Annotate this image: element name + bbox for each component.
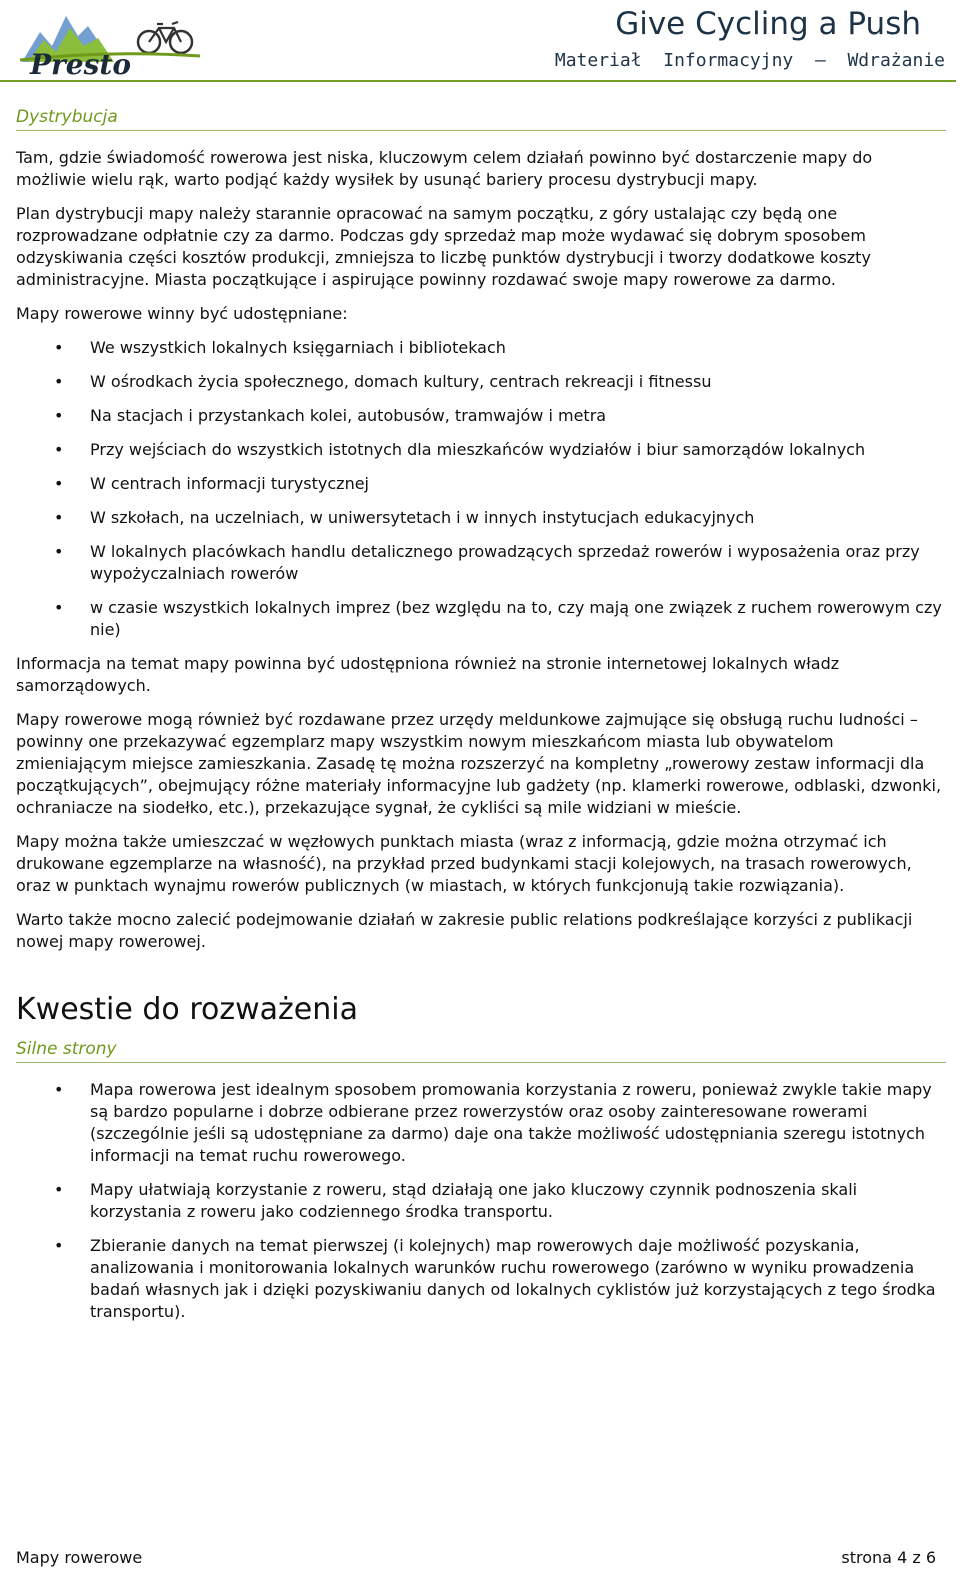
paragraph: Plan dystrybucji mapy należy starannie opracować na samym początku, z góry ustalając czy będą one rozprowadzane odpłatnie czy za darmo. Podczas gdy sprzedaż map może wydawać się dobrym sposobem odzyskiwania części kosztów produkcji, zmniejsza to liczbę punktów dystrybucji i tworzy dodatkowe koszty administracyjne. Miasta początkujące i aspirujące powinny rozdawać swoje mapy rowerowe za darmo. [16, 204, 871, 289]
list-item: • We wszystkich lokalnych księgarniach i bibliotekach [54, 338, 506, 357]
bullet-icon: • [54, 542, 64, 561]
bullet-icon: • [54, 508, 64, 527]
bullet-icon: • [54, 440, 64, 459]
bullet-icon: • [54, 474, 64, 493]
distribution-list [16, 337, 946, 641]
footer-document-name: Mapy rowerowe [16, 1548, 143, 1567]
page-header [0, 0, 960, 82]
paragraph: Mapy rowerowe winny być udostępniane: [16, 304, 348, 323]
section-heading-silne-strony: Silne strony [16, 1038, 946, 1063]
list-item: • W lokalnych placówkach handlu detalicznego prowadzących sprzedaż rowerów i wyposażenia oraz przy wypożyczalniach rowerów [54, 542, 920, 583]
list-item: • Mapy ułatwiają korzystanie z roweru, stąd działają one jako kluczowy czynnik podnoszenia skali korzystania z roweru jako codziennego środka transportu. [54, 1180, 858, 1221]
section-title-kwestie: Kwestie do rozważenia [16, 992, 358, 1027]
list-item: • Zbieranie danych na temat pierwszej (i kolejnych) map rowerowych daje możliwość pozyskania, analizowania i monitorowania lokalnych warunków ruchu rowerowego (zarówno w wyniku prowadzenia badań własnych jak i dzięki pozyskiwaniu danych od lokalnych cyklistów już korzystających z tego środka transportu). [54, 1236, 936, 1321]
bullet-icon: • [54, 1180, 64, 1199]
strengths-list [16, 1079, 946, 1323]
bullet-icon: • [54, 372, 64, 391]
section-heading-dystrybucja: Dystrybucja [16, 106, 946, 131]
list-item: • W ośrodkach życia społecznego, domach kultury, centrach rekreacji i fitnessu [54, 372, 712, 391]
bullet-icon: • [54, 338, 64, 357]
footer-page-number: strona 4 z 6 [841, 1548, 936, 1567]
list-item: • Na stacjach i przystankach kolei, autobusów, tramwajów i metra [54, 406, 607, 425]
document-title: Give Cycling a Push [615, 6, 921, 42]
paragraph: Warto także mocno zalecić podejmowanie działań w zakresie public relations podkreślające korzyści z publikacji nowej mapy rowerowej. [16, 910, 913, 951]
bullet-icon: • [54, 598, 64, 617]
bullet-icon: • [54, 1080, 64, 1099]
paragraph: Mapy można także umieszczać w węzłowych punktach miasta (wraz z informacją, gdzie można otrzymać ich drukowane egzemplarze na własność), na przykład przed budynkami stacji kolejowych, na trasach rowerowych, oraz w punktach wynajmu rowerów publicznych (w miastach, w których funkcjonują takie rozwiązania). [16, 832, 912, 895]
list-item: • W centrach informacji turystycznej [54, 474, 369, 493]
list-item: • W szkołach, na uczelniach, w uniwersytetach i w innych instytucjach edukacyjnych [54, 508, 755, 527]
bullet-icon: • [54, 406, 64, 425]
page-content [16, 106, 946, 1335]
list-item: • w czasie wszystkich lokalnych imprez (bez względu na to, czy mają one związek z ruchem rowerowym czy nie) [54, 598, 942, 639]
presto-logo-icon [18, 2, 208, 78]
header-divider [0, 80, 956, 82]
list-item: • Mapa rowerowa jest idealnym sposobem promowania korzystania z roweru, ponieważ zwykle takie mapy są bardzo popularne i dobrze odbierane przez rowerzystów oraz osoby zainteresowane rowerami (szczególnie jeśli są udostępniane za darmo) daje ona także możliwość udostępniania szeregu istotnych informacji na temat ruchu rowerowego. [54, 1080, 932, 1165]
paragraph: Mapy rowerowe mogą również być rozdawane przez urzędy meldunkowe zajmujące się obsługą ruchu ludności – powinny one przekazywać egzemplarz mapy wszystkim nowym mieszkańcom miasta lub obywatelom zmieniającym miejsce zamieszkania. Zasadę tę można rozszerzyć na kompletny „rowerowy zestaw informacji dla początkujących”, obejmujący różne materiały informacyjne lub gadżety (np. klamerki rowerowe, odblaski, dzwonki, ochraniacze na siodełko, etc.), przekazujące sygnał, że cykliści są mile widziani w mieście. [16, 710, 942, 817]
bullet-icon: • [54, 1236, 64, 1255]
paragraph: Tam, gdzie świadomość rowerowa jest niska, kluczowym celem działań powinno być dostarczenie mapy do możliwie wielu rąk, warto podjąć każdy wysiłek by usunąć bariery procesu dystrybucji mapy. [16, 148, 873, 189]
document-subtitle: Materiał Informacyjny – Wdrażanie [554, 50, 945, 71]
paragraph: Informacja na temat mapy powinna być udostępniona również na stronie internetowej lokalnych władz samorządowych. [16, 654, 840, 695]
logo-text: Presto [30, 48, 131, 78]
list-item: • Przy wejściach do wszystkich istotnych dla mieszkańców wydziałów i biur samorządów lokalnych [54, 440, 866, 459]
